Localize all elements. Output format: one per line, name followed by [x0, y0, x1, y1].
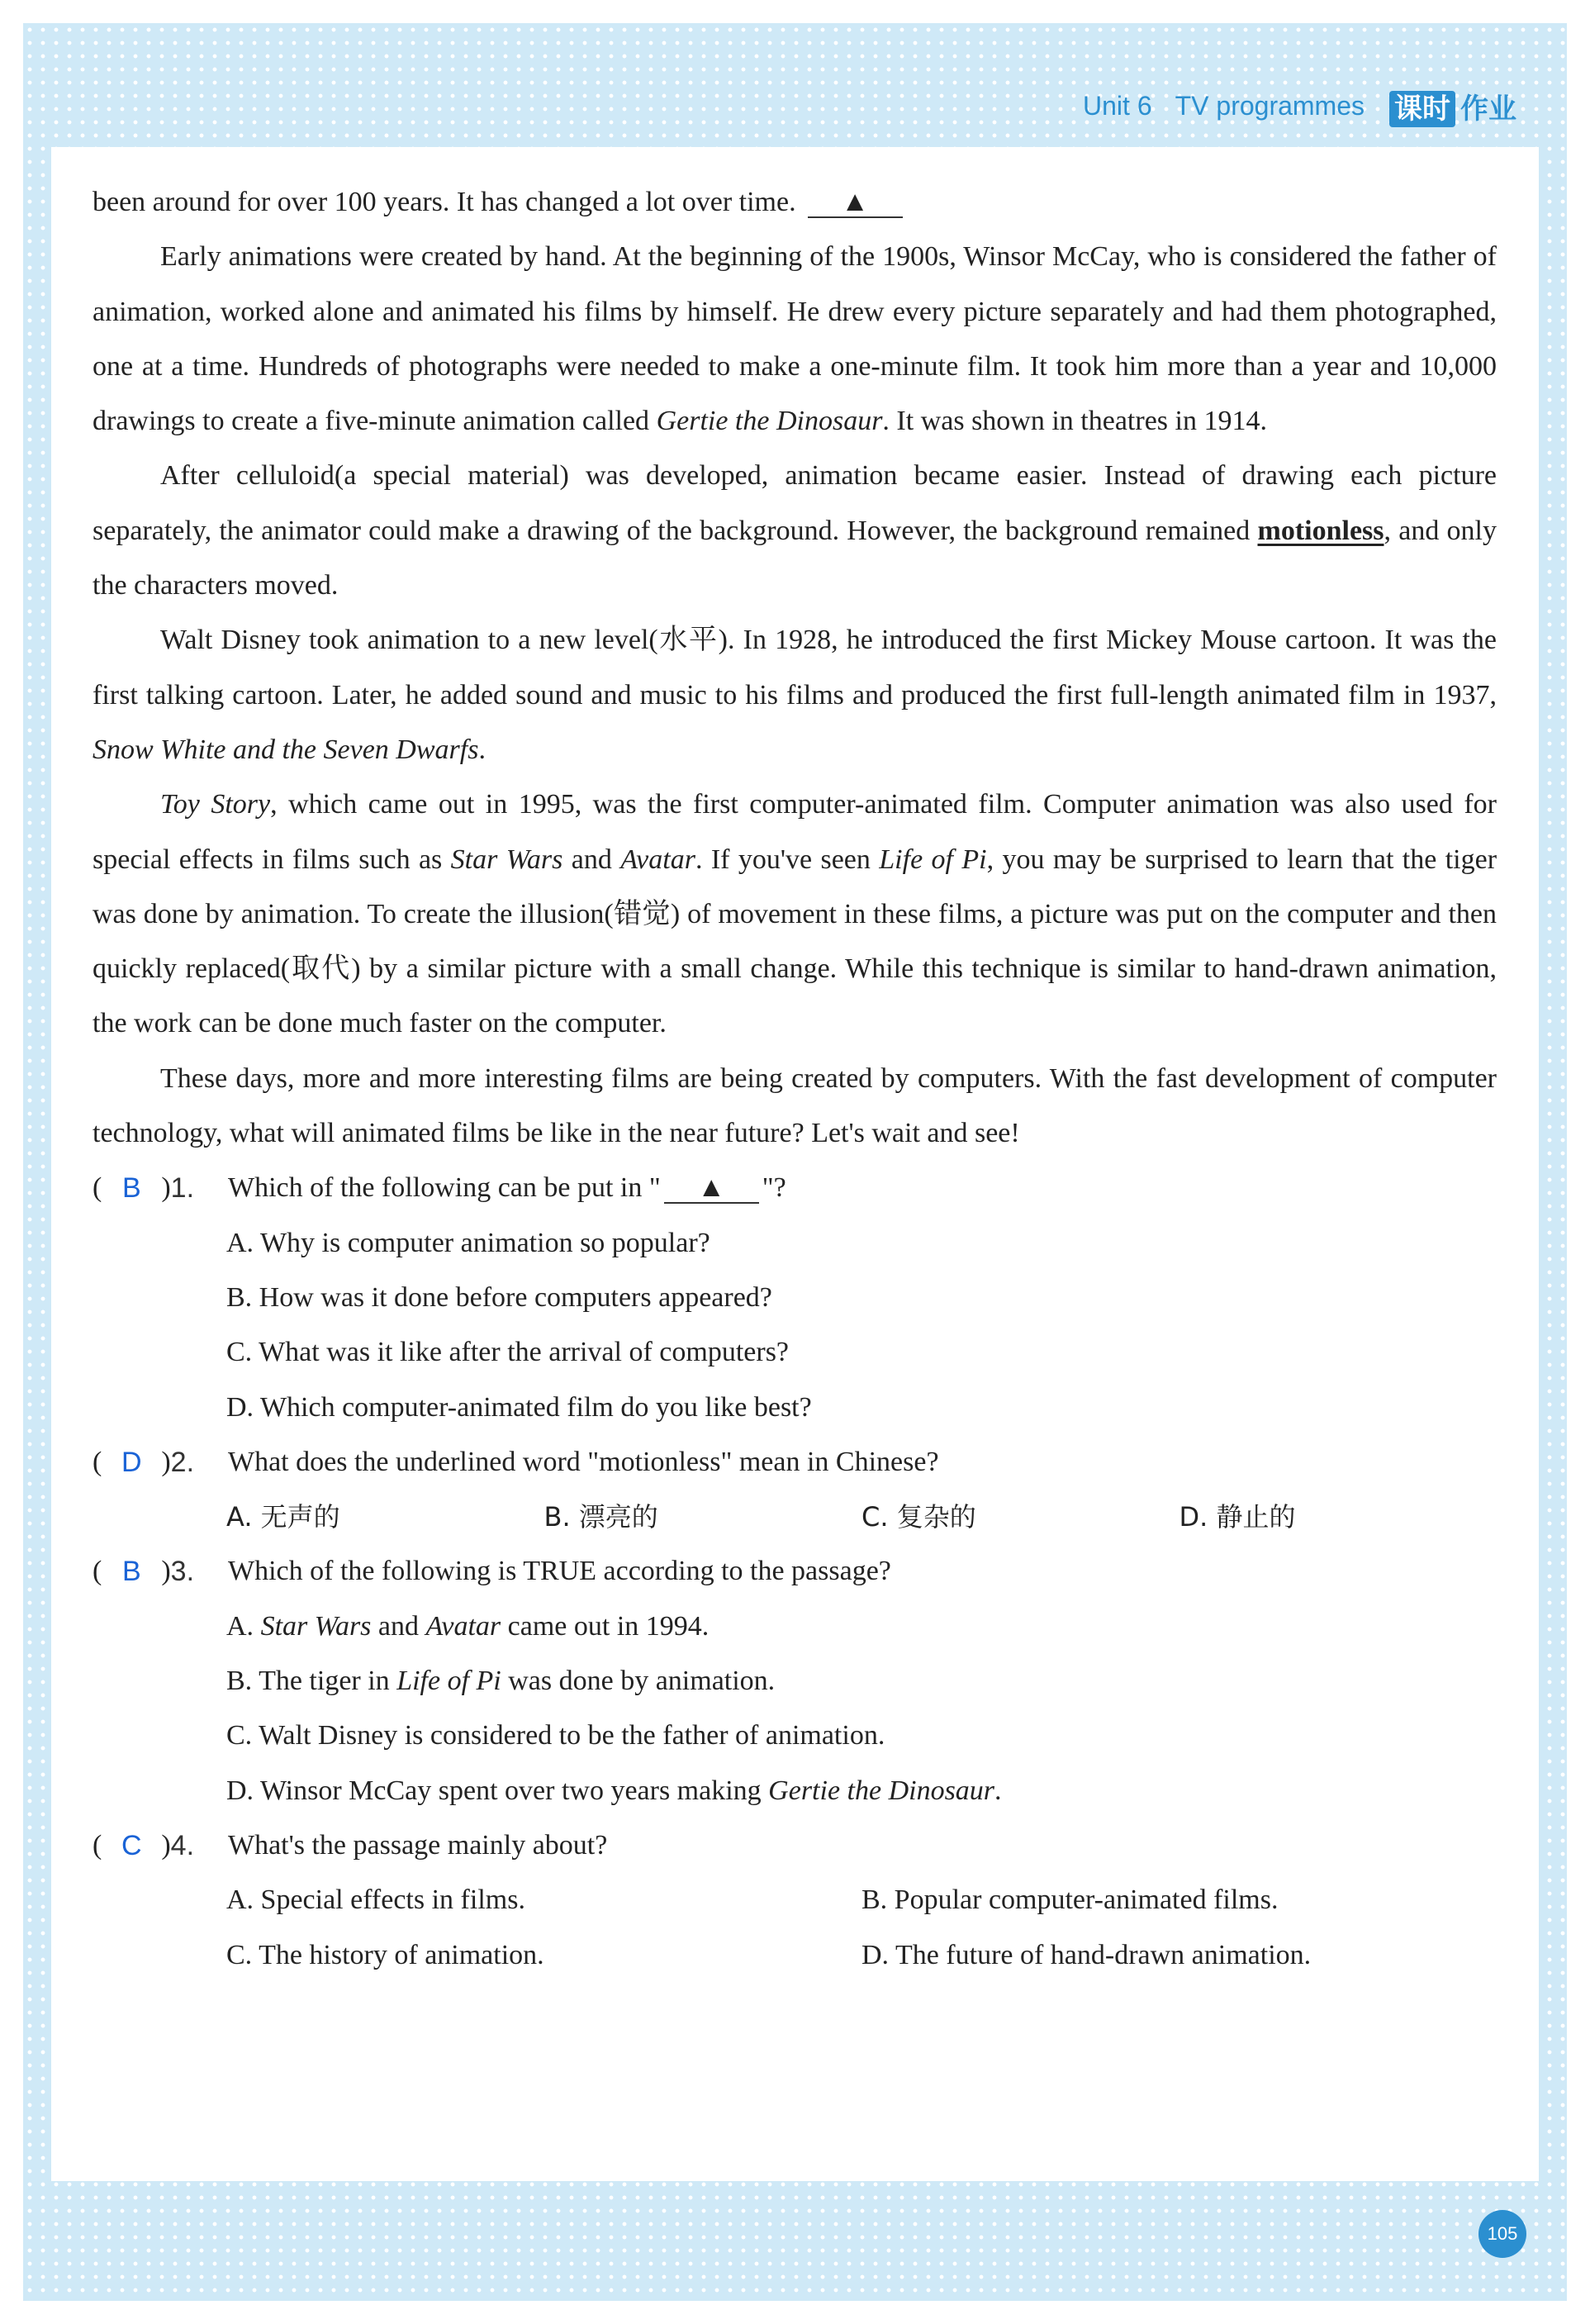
- answer-3: B: [121, 1556, 141, 1588]
- answer-4: C: [121, 1829, 142, 1861]
- question-2: ( D ) 2. What does the underlined word "motionless" mean in Chinese? A. 无声的 B. 漂亮的 C. 复杂的 D. 静止的: [93, 1435, 1497, 1545]
- question-4: ( C ) 4. What's the passage mainly about? A. Special effects in films. B. Popular computer-animated films. C. The history of animation. D. The future of hand-drawn animation.: [93, 1818, 1497, 1983]
- passage-line-0: been around for over 100 years. It has changed a lot over time. ▲: [93, 175, 1497, 230]
- blank-triangle-q1: ▲: [664, 1174, 759, 1204]
- q4-option-c: C. The history of animation.: [226, 1939, 544, 1970]
- q4-option-b: B. Popular computer-animated films.: [861, 1884, 1279, 1916]
- q2-option-d: D. 静止的: [1179, 1501, 1296, 1533]
- passage-paragraph-5: These days, more and more interesting films are being created by computers. With the fast development of computer technology, what will animated films be like in the near future? Let's wait and see!: [93, 1062, 1497, 1149]
- q3-option-a: A. Star Wars and Avatar came out in 1994.: [226, 1610, 710, 1642]
- answer-2: D: [121, 1446, 142, 1478]
- q2-option-c: C. 复杂的: [861, 1501, 976, 1533]
- passage-paragraph-3: Walt Disney took animation to a new level(水平). In 1928, he introduced the first Mickey Mouse cartoon. It was the first talking cartoon. Later, he added sound and music to his films and produced the first full-length animated film in 1937, Snow White and the Seven Dwarfs.: [93, 625, 1497, 765]
- reading-passage: [93, 175, 1497, 1983]
- page-header: [1083, 83, 1528, 130]
- q1-option-c: C. What was it like after the arrival of computers?: [226, 1337, 790, 1368]
- passage-paragraph-4: Toy Story, which came out in 1995, was the first computer-animated film. Computer animation was also used for special effects in films such as Star Wars and Avatar. If you've seen Life of Pi, you may be surprised to learn that the tiger was done by animation. To create the illusion(错觉) of movement in these films, a picture was put on the computer and then quickly replaced(取代) by a similar picture with a small change. While this technique is similar to hand-drawn animation, the work can be done much faster on the computer.: [93, 789, 1497, 1039]
- blank-triangle: ▲: [808, 188, 903, 218]
- q1-option-a: A. Why is computer animation so popular?: [226, 1227, 710, 1258]
- underlined-word: motionless: [1257, 515, 1384, 546]
- q1-option-d: D. Which computer-animated film do you like best?: [226, 1391, 812, 1423]
- q3-option-d: D. Winsor McCay spent over two years making Gertie the Dinosaur.: [226, 1775, 1002, 1806]
- q3-option-c: C. Walt Disney is considered to be the father of animation.: [226, 1720, 885, 1751]
- q2-option-a: A. 无声的: [226, 1501, 340, 1533]
- q1-option-b: B. How was it done before computers appeared?: [226, 1281, 772, 1313]
- q2-option-b: B. 漂亮的: [543, 1501, 658, 1533]
- q3-option-b: B. The tiger in Life of Pi was done by animation.: [226, 1666, 776, 1697]
- answer-1: B: [121, 1172, 141, 1205]
- page-number: 105: [1478, 2210, 1526, 2258]
- unit-label: Unit 6: [1083, 91, 1152, 121]
- q4-option-a: A. Special effects in films.: [226, 1884, 525, 1916]
- homework-badge: 课时 作业: [1378, 83, 1528, 130]
- question-1: ( B ) 1. Which of the following can be put in " ▲ "? A. Why is computer animation so popular? B. How was it done before computers appeared? C. What was it like after the arrival of computers? D. Which computer-animated film do you like best?: [93, 1161, 1497, 1434]
- unit-title: TV programmes: [1175, 91, 1365, 121]
- question-3: ( B ) 3. Which of the following is TRUE according to the passage? A. Star Wars and Avatar came out in 1994. B. The tiger in Life of Pi was done by animation. C. Walt Disney is considered to be the father of animation. D. Winsor McCay spent over two years making Gertie the Dinosaur.: [93, 1544, 1497, 1818]
- q4-option-d: D. The future of hand-drawn animation.: [861, 1939, 1312, 1970]
- passage-paragraph-1: Early animations were created by hand. At the beginning of the 1900s, Winsor McCay, who is considered the father of animation, worked alone and animated his films by himself. He drew every picture separately and had them photographed, one at a time. Hundreds of photographs were needed to make a one-minute film. It took him more than a year and 10,000 drawings to create a five-minute animation called Gertie the Dinosaur. It was shown in theatres in 1914.: [93, 241, 1497, 437]
- passage-paragraph-2: After celluloid(a special material) was developed, animation became easier. Instead of drawing each picture separately, the animator could make a drawing of the background. However, the background remained motionless, and only the characters moved.: [93, 460, 1497, 601]
